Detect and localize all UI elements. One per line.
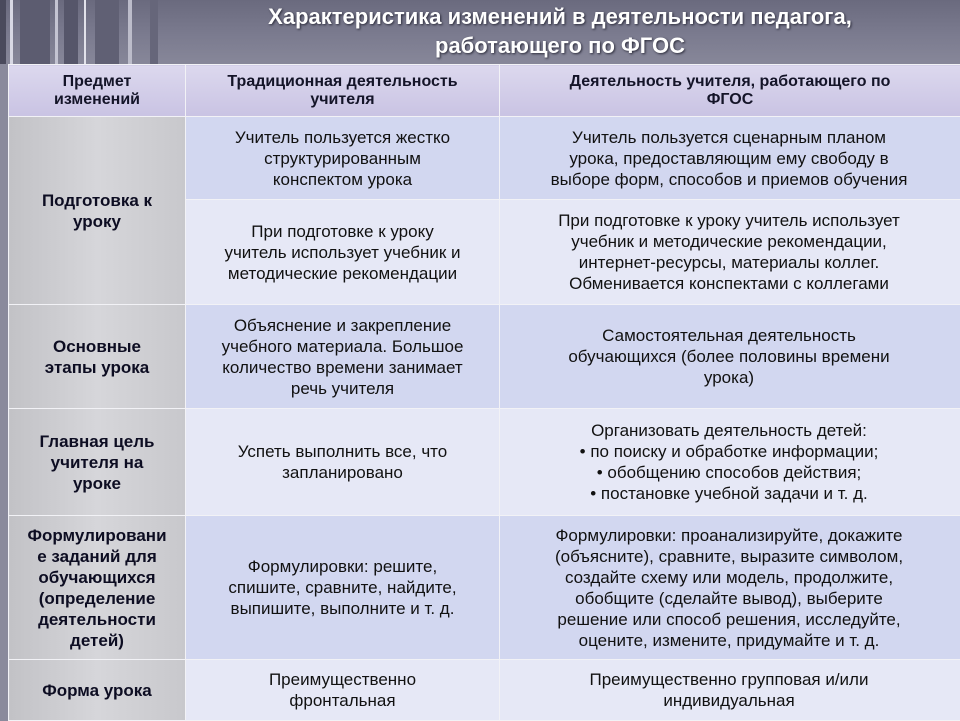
table-header-row	[9, 65, 960, 117]
header-stripe-light	[128, 0, 132, 64]
column-header-traditional: Традиционная деятельность учителя	[186, 65, 500, 117]
header-stripe-dark	[150, 0, 158, 64]
slide-header	[0, 0, 960, 64]
header-stripe-light	[84, 0, 86, 64]
table-row	[9, 516, 960, 660]
subject-main-goal: Главная цель учителя на уроке	[9, 409, 186, 516]
fgos-cell: При подготовке к уроку учитель использует учебник и методические рекомендации, интернет-ресурсы, материалы коллег. Обменивается конспектами с коллегами	[500, 200, 960, 305]
subject-lesson-form: Форма урока	[9, 660, 186, 721]
header-stripe-dark	[20, 0, 50, 64]
column-header-fgos: Деятельность учителя, работающего по ФГОС	[500, 65, 960, 117]
title-line-1: Характеристика изменений в деятельности педагога,	[160, 2, 960, 31]
table-row	[9, 409, 960, 516]
traditional-cell: Преимущественно фронтальная	[186, 660, 500, 721]
fgos-cell: Учитель пользуется сценарным планом урока, предоставляющим ему свободу в выборе форм, способов и приемов обучения	[500, 117, 960, 200]
subject-lesson-stages: Основные этапы урока	[9, 305, 186, 409]
header-stripe-light	[10, 0, 13, 64]
traditional-cell: Успеть выполнить все, что запланировано	[186, 409, 500, 516]
subject-task-formulation: Формулировани е заданий для обучающихся (определение деятельности детей)	[9, 516, 186, 660]
fgos-cell: Формулировки: проанализируйте, докажите (объясните), сравните, выразите символом, создайте схему или модель, продолжите, обобщите (сделайте вывод), выберите решение или способ решения, исследуйте, оцените, измените, придумайте и т. д.	[500, 516, 960, 660]
fgos-cell: Преимущественно групповая и/или индивидуальная	[500, 660, 960, 721]
comparison-table	[8, 64, 960, 721]
fgos-cell: Организовать деятельность детей: • по поиску и обработке информации; • обобщению способов действия; • постановке учебной задачи и т. д.	[500, 409, 960, 516]
traditional-cell: Формулировки: решите, спишите, сравните, найдите, выпишите, выполните и т. д.	[186, 516, 500, 660]
header-stripe-light	[55, 0, 58, 64]
traditional-cell: Объяснение и закрепление учебного материала. Большое количество времени занимает речь учителя	[186, 305, 500, 409]
subject-lesson-preparation: Подготовка к уроку	[9, 117, 186, 305]
fgos-cell: Самостоятельная деятельность обучающихся (более половины времени урока)	[500, 305, 960, 409]
traditional-cell: Учитель пользуется жестко структурированным конспектом урока	[186, 117, 500, 200]
table-row	[9, 117, 960, 200]
table-row	[9, 660, 960, 721]
slide-title	[160, 2, 960, 60]
header-stripe-dark	[95, 0, 119, 64]
traditional-cell: При подготовке к уроку учитель использует учебник и методические рекомендации	[186, 200, 500, 305]
title-line-2: работающего по ФГОС	[160, 31, 960, 60]
table-row	[9, 305, 960, 409]
header-stripe-left	[0, 0, 6, 64]
header-stripe-dark	[64, 0, 78, 64]
column-header-subject: Предмет изменений	[9, 65, 186, 117]
